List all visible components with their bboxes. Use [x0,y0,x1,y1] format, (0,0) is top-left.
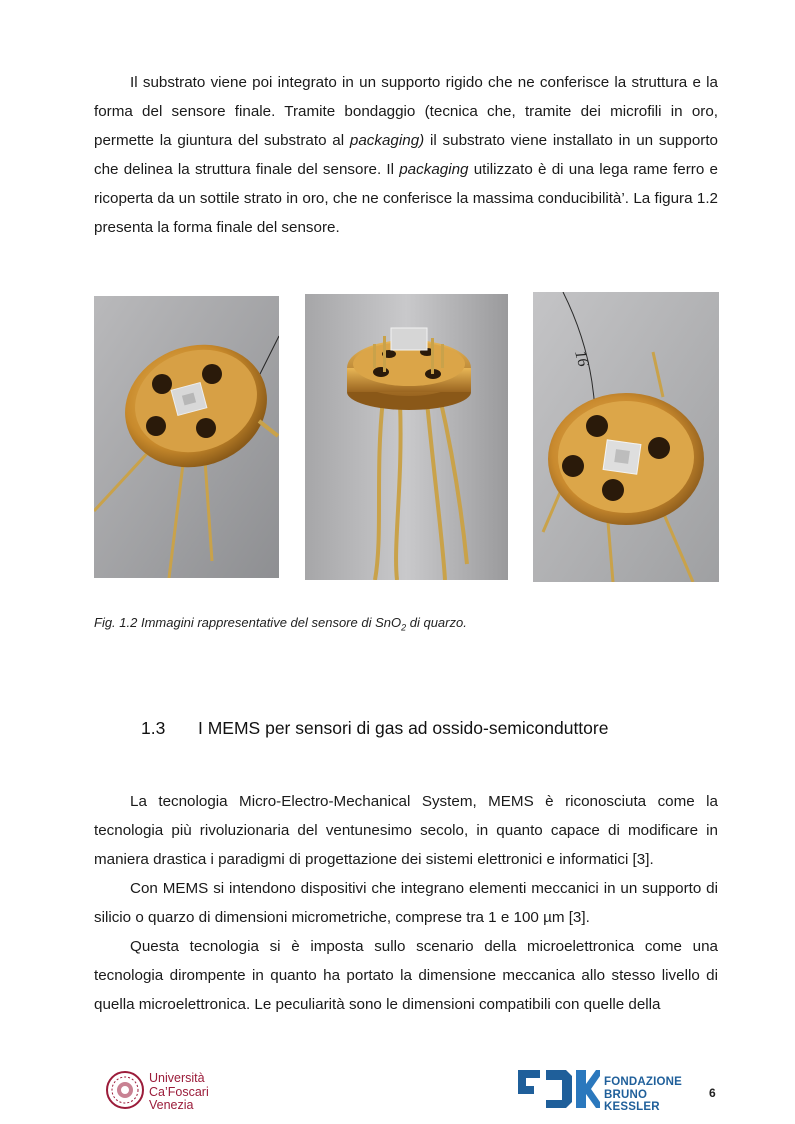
page-number: 6 [709,1086,716,1100]
section-heading [141,718,701,739]
unive-seal-icon [105,1070,145,1110]
fbk-line-2: BRUNO KESSLER [604,1088,660,1113]
fbk-line-1: FONDAZIONE [604,1076,683,1088]
photo3-handwritten-label: 16 [571,348,592,369]
universita-ca-foscari-logo [105,1070,225,1116]
body-paragraph-1: Il substrato viene poi integrato in un supporto rigido che ne conferisce la struttura e la forma del sensore finale. Tramite bondaggio (tecnica che, tramite dei microfili in oro, permette la giuntura del substrato al packaging) il substrato viene installato in un supporto che delinea la struttura finale del sensore. Il packaging utilizzato è di una lega rame ferro e ricoperta da un sottile strato in oro, che ne conferisce la massima conducibilità’. La figura 1.2 presenta la forma finale del sensore. [94,74,718,236]
sensor-photo-top-tilted [94,296,279,578]
unive-line-3: Venezia [149,1098,194,1112]
sensor-photo-side-view [305,294,508,580]
sensor-photo-top-view [533,292,719,582]
fondazione-bruno-kessler-logo [516,1066,691,1116]
body-paragraph-4: Questa tecnologia si è imposta sullo scenario della microelettronica come una tecnologia dirompente in quanto ha portato la dimensione meccanica allo stesso livello di quella microelettronica. Le peculiarità sono le dimensioni compatibili con quelle della [94,938,718,1013]
figure-caption: Fig. 1.2 Immagini rappresentative del sensore di SnO$_2$ di quarzo. [94,615,467,633]
body-paragraph-3: Con MEMS si intendono dispositivi che integrano elementi meccanici in un supporto di silicio o quarzo di dimensioni micrometriche, comprese tra 1 e 100 µm [3]. [94,880,718,926]
fbk-mark-icon [516,1066,600,1116]
body-paragraph-2: La tecnologia Micro-Electro-Mechanical System, MEMS è riconosciuta come la tecnologia più rivoluzionaria del ventunesimo secolo, in quanto capace di modificare in maniera drastica i paradigmi di progettazione dei sistemi elettronici e informatici [3]. [94,793,718,868]
section-title: I MEMS per sensori di gas ad ossido-semiconduttore [198,718,609,738]
unive-line-2: Ca’Foscari [149,1084,209,1099]
section-number: 1.3 [141,718,166,738]
unive-line-1: Università [149,1071,205,1085]
